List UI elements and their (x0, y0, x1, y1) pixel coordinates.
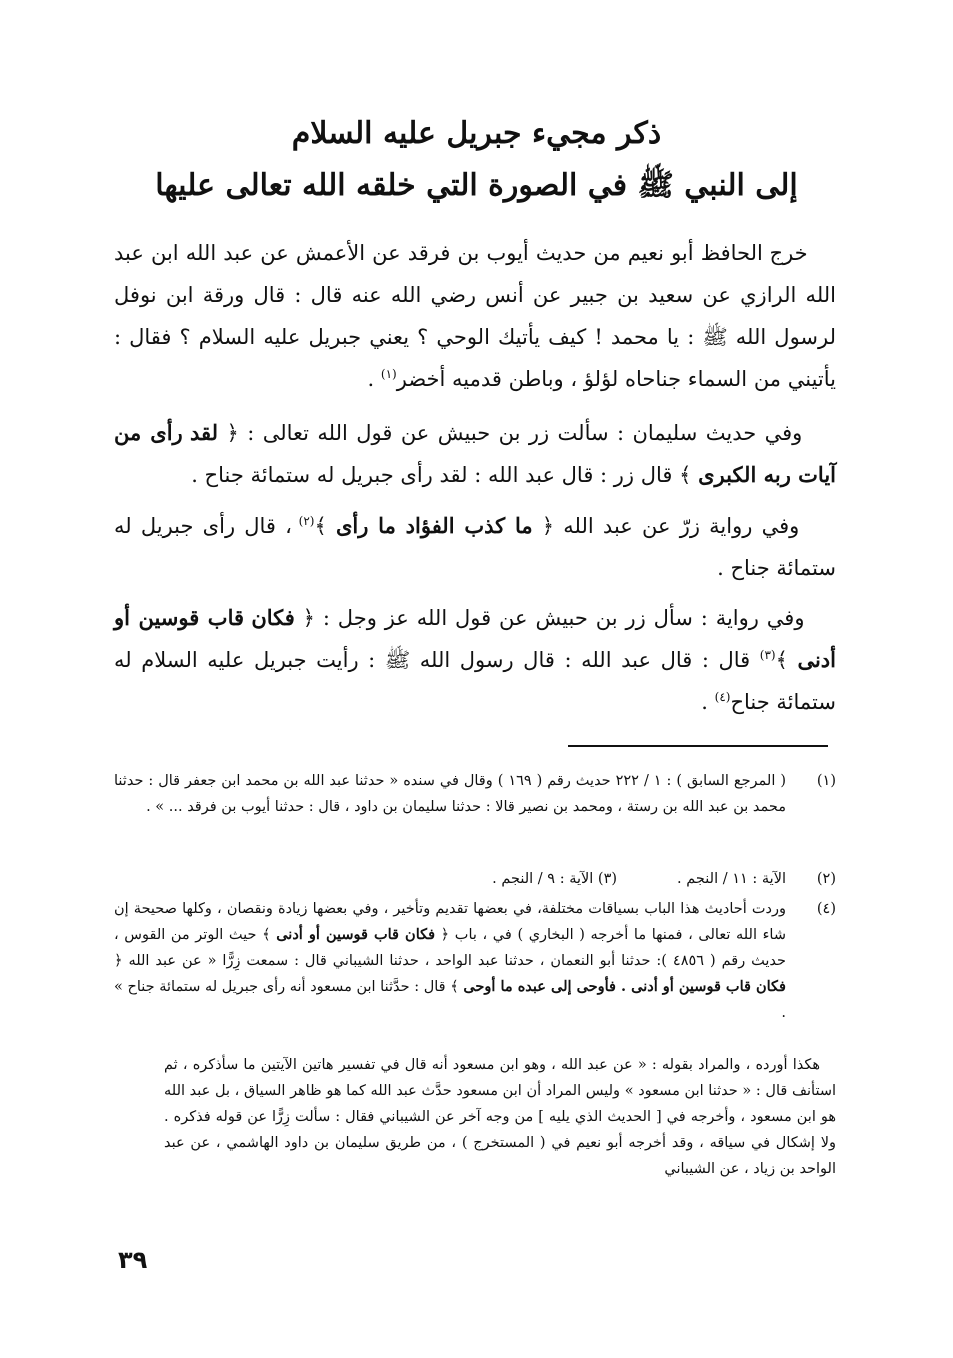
footnote-3-text: (٣) الآية : ٩ / النجم . (492, 871, 618, 887)
paragraph-3 (114, 505, 836, 589)
footnote-4-quote-1: فكان قاب قوسين أو أدنى (276, 926, 436, 943)
paragraph-2-text-a: وفي حديث سليمان : سألت زر بن حبيش عن قول الله تعالى : ﴿ (218, 421, 803, 445)
footnote-4-continuation (164, 1052, 836, 1182)
chapter-title-line-1: ذكر مجيء جبريل عليه السلام (291, 116, 662, 151)
footnote-4 (114, 896, 836, 1026)
footnote-1-number: (١) (816, 773, 836, 789)
paragraph-4-text-c: قال : قال عبد الله : قال رسول الله ﷺ : رأيت جبريل عليه السلام له ستمائة جناح (114, 648, 836, 714)
footnote-4-quote-2: فكان قاب قوسين أو أدنى . فأوحى إلى عبده ما أوحى (463, 978, 786, 995)
footnote-1 (114, 768, 836, 820)
footnote-separator (568, 745, 828, 747)
quran-quote-2: ما كذب الفؤاد ما رأى (335, 513, 533, 538)
paragraph-4 (114, 597, 836, 723)
paragraph-3-text-a: وفي رواية زرّ عن عبد الله ﴿ (532, 514, 800, 538)
quran-quote-3: فكان قاب قوسين أو أدنى (114, 605, 836, 672)
footnote-2-3 (114, 866, 836, 892)
paragraph-1 (114, 232, 836, 400)
footnote-4-text-c: ﴾ قال : حدَّثنا ابن مسعود أنه رأى جبريل له ستمائة جناح » . (114, 979, 786, 1021)
footnote-ref-2[interactable]: (٢) (298, 514, 315, 528)
paragraph-4-text-a: وفي رواية : سأل زر بن حبيش عن قول الله عز وجل : ﴿ (294, 606, 805, 630)
footnote-4-text-a: وردت أحاديث هذا الباب بسياقات مختلفة، في بعضها تقديم وتأخير ، وفي بعضها زيادة ونقصان ، وكلها صحيحة إن شاء الله تعالى ، فمنها ما أخرجه ( البخاري ) في ، باب ﴿ (114, 901, 786, 943)
footnote-2-number: (٢) (816, 871, 836, 887)
footnote-ref-3[interactable]: (٣) (759, 648, 776, 662)
paragraph-2 (114, 412, 836, 496)
footnote-4-number: (٤) (816, 901, 836, 917)
footnote-ref-1[interactable]: (١) (380, 367, 397, 381)
footnote-1-text: ( المرجع السابق ) : ١ / ٢٢٢ حديث رقم ( ١٦٩ ) وقال في سنده « حدثنا عبد الله بن محمد ابن جعفر قال : حدثنا محمد بن عبد الله بن رستة ، ومحمد بن نصير قالا : حدثنا سليمان بن داود ، قال : حدثنا أيوب بن فرقد ... » . (114, 773, 786, 815)
footnote-ref-4[interactable]: (٤) (714, 690, 731, 704)
paragraph-1-end: . (367, 367, 381, 391)
quran-quote-1: لقد رأى من آيات ربه الكبرى (114, 420, 836, 487)
chapter-title-line-2: إلى النبي ﷺ في الصورة التي خلقه الله تعالى عليها (155, 168, 798, 203)
paragraph-1-text: خرج الحافظ أبو نعيم من حديث أيوب بن فرقد عن الأعمش عن عبد الله ابن عبد الله الرازي عن سعيد بن جبير عن أنس رضي الله عنه قال : قال ورقة ابن نوفل لرسول الله ﷺ : يا محمد ! كيف يأتيك الوحي ؟ يعني جبريل عليه السلام ؟ فقال : يأتيني من السماء جناحاه لؤلؤ ، وباطن قدميه أخضر (114, 241, 836, 391)
paragraph-4-text-b: ﴾ (775, 648, 798, 672)
paragraph-2-text-b: ﴾ قال زر : قال عبد الله : لقد رأى جبريل له ستمائة جناح . (191, 463, 699, 487)
paragraph-4-end: . (701, 690, 715, 714)
footnote-2-text: الآية : ١١ / النجم . (677, 871, 786, 887)
footnote-4-text-b: ﴾ حيث الوتر من القوس ، حديث رقم ( ٤٨٥٦ ): حدثنا أبو النعمان ، حدثنا عبد الواحد ، حدثنا الشيباني قال : سمعت زِرًّا « عن عبد الله ﴿ (114, 927, 786, 969)
footnote-4-continuation-text: هكذا أورده ، والمراد بقوله : « عن عبد الله ، وهو ابن مسعود أنه قال في تفسير هاتين الآيتين ما سأذكره ، ثم استأنف قال : « حدثنا ابن مسعود » وليس المراد أن ابن مسعود حدَّث عبد الله كما هو ظاهر السياق ، بل عبد الله هو ابن مسعود ، وأخرجه في [ الحديث الذي يليه ] من وجه آخر عن الشيباني فقال : سألت زِرًّا عن قوله فذكره . ولا إشكال في سياقه ، وقد أخرجه أبو نعيم في ( المستخرج ) ، من طريق سليمان بن داود الهاشمي ، عن عبد الواحد بن زياد ، عن الشيباني (164, 1057, 836, 1177)
page-number: ٣٩ (118, 1246, 148, 1274)
paragraph-3-text-c: ، قال رأى جبريل له ستمائة جناح . (114, 514, 836, 580)
paragraph-3-text-b: ﴾ (314, 514, 336, 538)
